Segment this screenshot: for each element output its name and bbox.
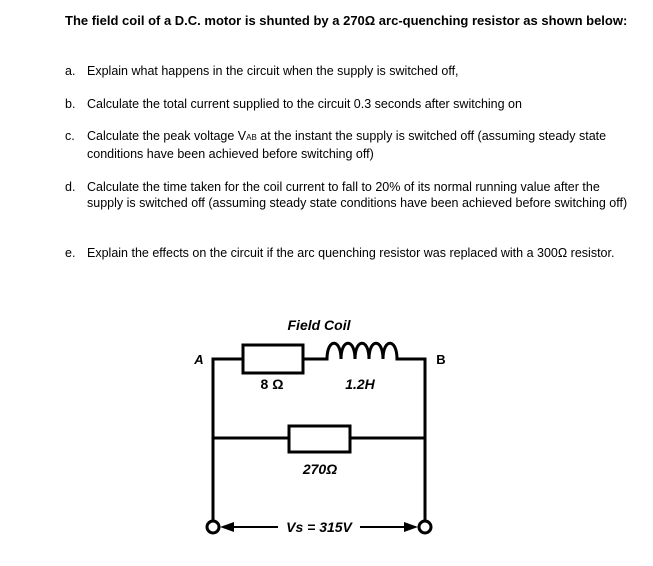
question-text: Calculate the total current supplied to the circuit 0.3 seconds after switching on	[87, 97, 522, 111]
question-letter: c.	[65, 129, 75, 143]
question-text: Calculate the time taken for the coil current to fall to 20% of its normal running value after the supply is switched off (assuming steady state conditions have been achieved before switching off)	[87, 180, 628, 210]
node-a-label: A	[194, 352, 204, 367]
question-letter: a.	[65, 64, 76, 78]
question-text: Explain what happens in the circuit when the supply is switched off,	[87, 64, 459, 78]
question-text-start: Calculate the peak voltage V	[87, 129, 247, 143]
question-letter: d.	[65, 180, 76, 194]
question-text: Explain the effects on the circuit if the arc quenching resistor was replaced with a 300Ω resistor.	[87, 246, 615, 260]
terminal-right	[419, 521, 431, 533]
supply-voltage-label: Vs = 315V	[286, 519, 352, 535]
inductor-symbol	[327, 343, 397, 359]
terminal-left	[207, 521, 219, 533]
question-text-end: at the instant the supply is switched off (assuming steady state conditions have been achieved before switching off)	[87, 129, 607, 161]
voltage-arrow-left-head	[220, 522, 234, 532]
voltage-subscript: AB	[246, 133, 257, 142]
question-letter: e.	[65, 246, 76, 260]
node-b-label: B	[436, 352, 446, 367]
question-heading: The field coil of a D.C. motor is shunted by a 270Ω arc-quenching resistor as shown below:	[65, 13, 628, 28]
question-letter: b.	[65, 97, 76, 111]
shunt-resistor-symbol	[289, 426, 350, 452]
coil-inductance-label: 1.2H	[345, 376, 375, 392]
shunt-resistance-label: 270Ω	[302, 461, 338, 477]
coil-resistor-symbol	[243, 345, 303, 373]
coil-resistance-label: 8 Ω	[260, 376, 284, 392]
field-coil-label: Field Coil	[287, 317, 351, 333]
voltage-arrow-right-head	[404, 522, 418, 532]
